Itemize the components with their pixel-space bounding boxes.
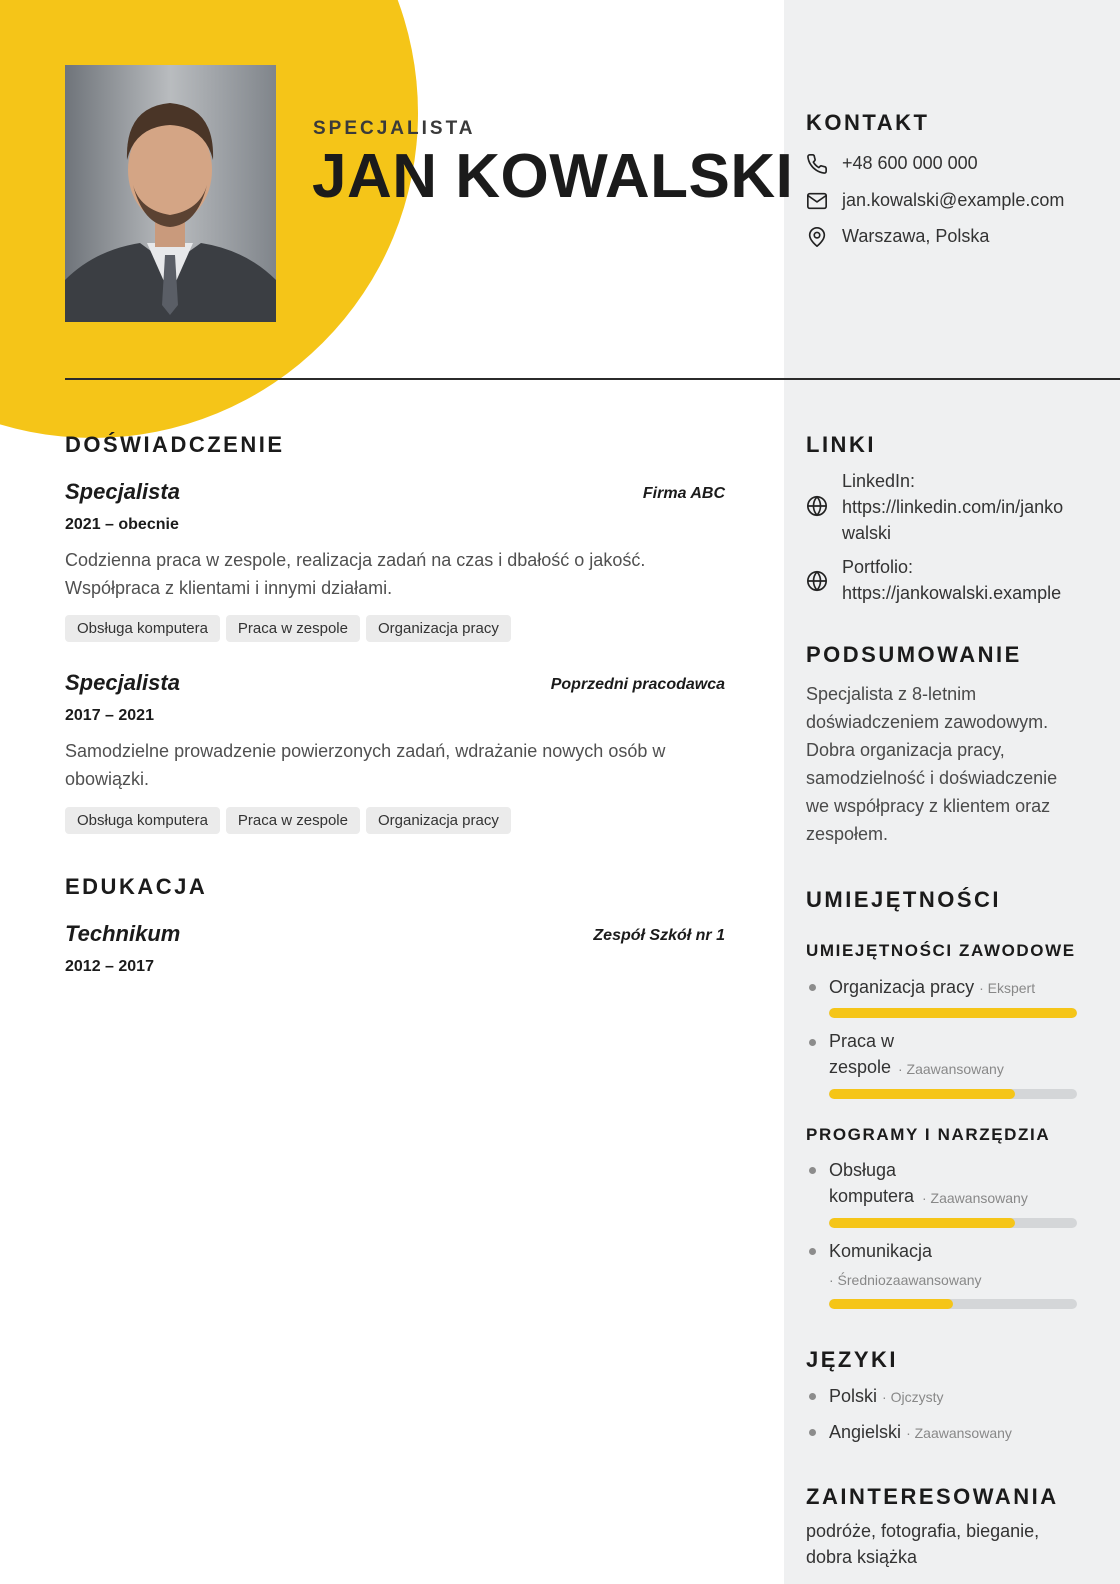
language-name: Angielski: [829, 1422, 902, 1442]
education-dates: 2012 – 2017: [65, 958, 154, 975]
job-company: Firma ABC: [642, 485, 725, 502]
bullet: [809, 1429, 816, 1436]
education-title: EDUKACJA: [65, 874, 208, 899]
link-linkedin[interactable]: [842, 468, 1077, 546]
skill-level: · Średniozaawansowany: [829, 1272, 982, 1288]
skill-bar: [829, 1089, 1077, 1099]
bullet: [809, 1393, 816, 1400]
contact-title: KONTAKT: [806, 110, 930, 135]
skills-group-title: UMIEJĘTNOŚCI ZAWODOWE: [806, 941, 1076, 960]
globe-icon: [806, 495, 828, 522]
skill-bar-fill: [829, 1299, 953, 1309]
job-title: Specjalista: [65, 479, 180, 504]
skill-bar-fill: [829, 1008, 1077, 1018]
skill-name: Organizacja pracy: [829, 977, 975, 997]
link-label: LinkedIn:: [842, 471, 916, 491]
bullet: [809, 1248, 816, 1255]
interests-text: podróże, fotografia, bieganie, dobra książka: [806, 1521, 1040, 1567]
summary-text: Specjalista z 8-letnim doświadczeniem zawodowym. Dobra organizacja pracy, samodzielność i doświadczenie we współpracy z klientem oraz zespołem.: [806, 684, 1058, 844]
skills-group-title: PROGRAMY I NARZĘDZIA: [806, 1125, 1051, 1144]
skill-tag: Organizacja pracy: [366, 615, 511, 642]
education-title-item: Technikum: [65, 921, 181, 946]
interests-title: ZAINTERESOWANIA: [806, 1484, 1059, 1509]
skill-name: Obsługa komputera: [829, 1160, 915, 1206]
skill-item: [829, 1238, 1059, 1264]
bullet: [809, 1167, 816, 1174]
skill-bar-fill: [829, 1218, 1015, 1228]
job-dates: 2021 – obecnie: [65, 516, 179, 533]
skill-bar: [829, 1008, 1077, 1018]
link-label: Portfolio:: [842, 557, 914, 577]
globe-icon: [806, 570, 828, 597]
phone-icon: [806, 153, 828, 180]
education-school: Zespół Szkół nr 1: [593, 927, 725, 944]
link-portfolio[interactable]: [842, 554, 1102, 606]
skill-tag: Praca w zespole: [226, 615, 360, 642]
language-level: · Ojczysty: [882, 1389, 944, 1405]
summary-title: PODSUMOWANIE: [806, 642, 1022, 667]
language-item: [829, 1383, 1059, 1410]
skill-tag: Organizacja pracy: [366, 807, 511, 834]
skill-tag: Obsługa komputera: [65, 807, 220, 834]
job-title: Specjalista: [65, 670, 180, 695]
contact-email[interactable]: jan.kowalski@example.com: [842, 190, 1065, 210]
skill-bar: [829, 1218, 1077, 1228]
language-item: [829, 1419, 1059, 1446]
skill-name: Praca w zespole: [829, 1031, 895, 1077]
job-dates: 2017 – 2021: [65, 707, 154, 724]
profile-photo: [65, 65, 276, 322]
skill-tag: Obsługa komputera: [65, 615, 220, 642]
language-name: Polski: [829, 1386, 878, 1406]
link-url[interactable]: https://linkedin.com/in/janko walski: [842, 497, 1064, 543]
skill-bar: [829, 1299, 1077, 1309]
skill-tag: Praca w zespole: [226, 807, 360, 834]
job-subtitle: SPECJALISTA: [313, 118, 476, 139]
job-tags: [65, 807, 511, 834]
link-url[interactable]: https://jankowalski.example: [842, 583, 1062, 603]
skill-name: Komunikacja: [829, 1241, 933, 1261]
job-tags: [65, 615, 511, 642]
language-level: · Zaawansowany: [906, 1425, 1012, 1441]
skill-level: · Zaawansowany: [922, 1190, 1028, 1206]
job-company: Poprzedni pracodawca: [550, 676, 725, 693]
links-title: LINKI: [806, 432, 876, 457]
bullet: [809, 984, 816, 991]
skill-level: · Zaawansowany: [898, 1061, 1004, 1077]
skill-bar-fill: [829, 1089, 1015, 1099]
location-pin-icon: [806, 226, 828, 253]
languages-title: JĘZYKI: [806, 1347, 899, 1372]
skill-item: [829, 974, 1059, 1001]
contact-phone[interactable]: +48 600 000 000: [842, 153, 978, 173]
bullet: [809, 1039, 816, 1046]
candidate-name: JAN KOWALSKI: [312, 142, 794, 211]
experience-title: DOŚWIADCZENIE: [65, 432, 285, 457]
contact-location: Warszawa, Polska: [842, 226, 990, 246]
job-description: Samodzielne prowadzenie powierzonych zadań, wdrażanie nowych osób w obowiązki.: [65, 741, 666, 789]
skill-level: · Ekspert: [979, 980, 1036, 996]
mail-icon: [806, 190, 828, 217]
header-divider: [65, 378, 1120, 380]
skills-title: UMIEJĘTNOŚCI: [806, 887, 1002, 912]
job-description: Codzienna praca w zespole, realizacja zadań na czas i dbałość o jakość. Współpraca z klientami i innymi działami.: [65, 550, 646, 598]
